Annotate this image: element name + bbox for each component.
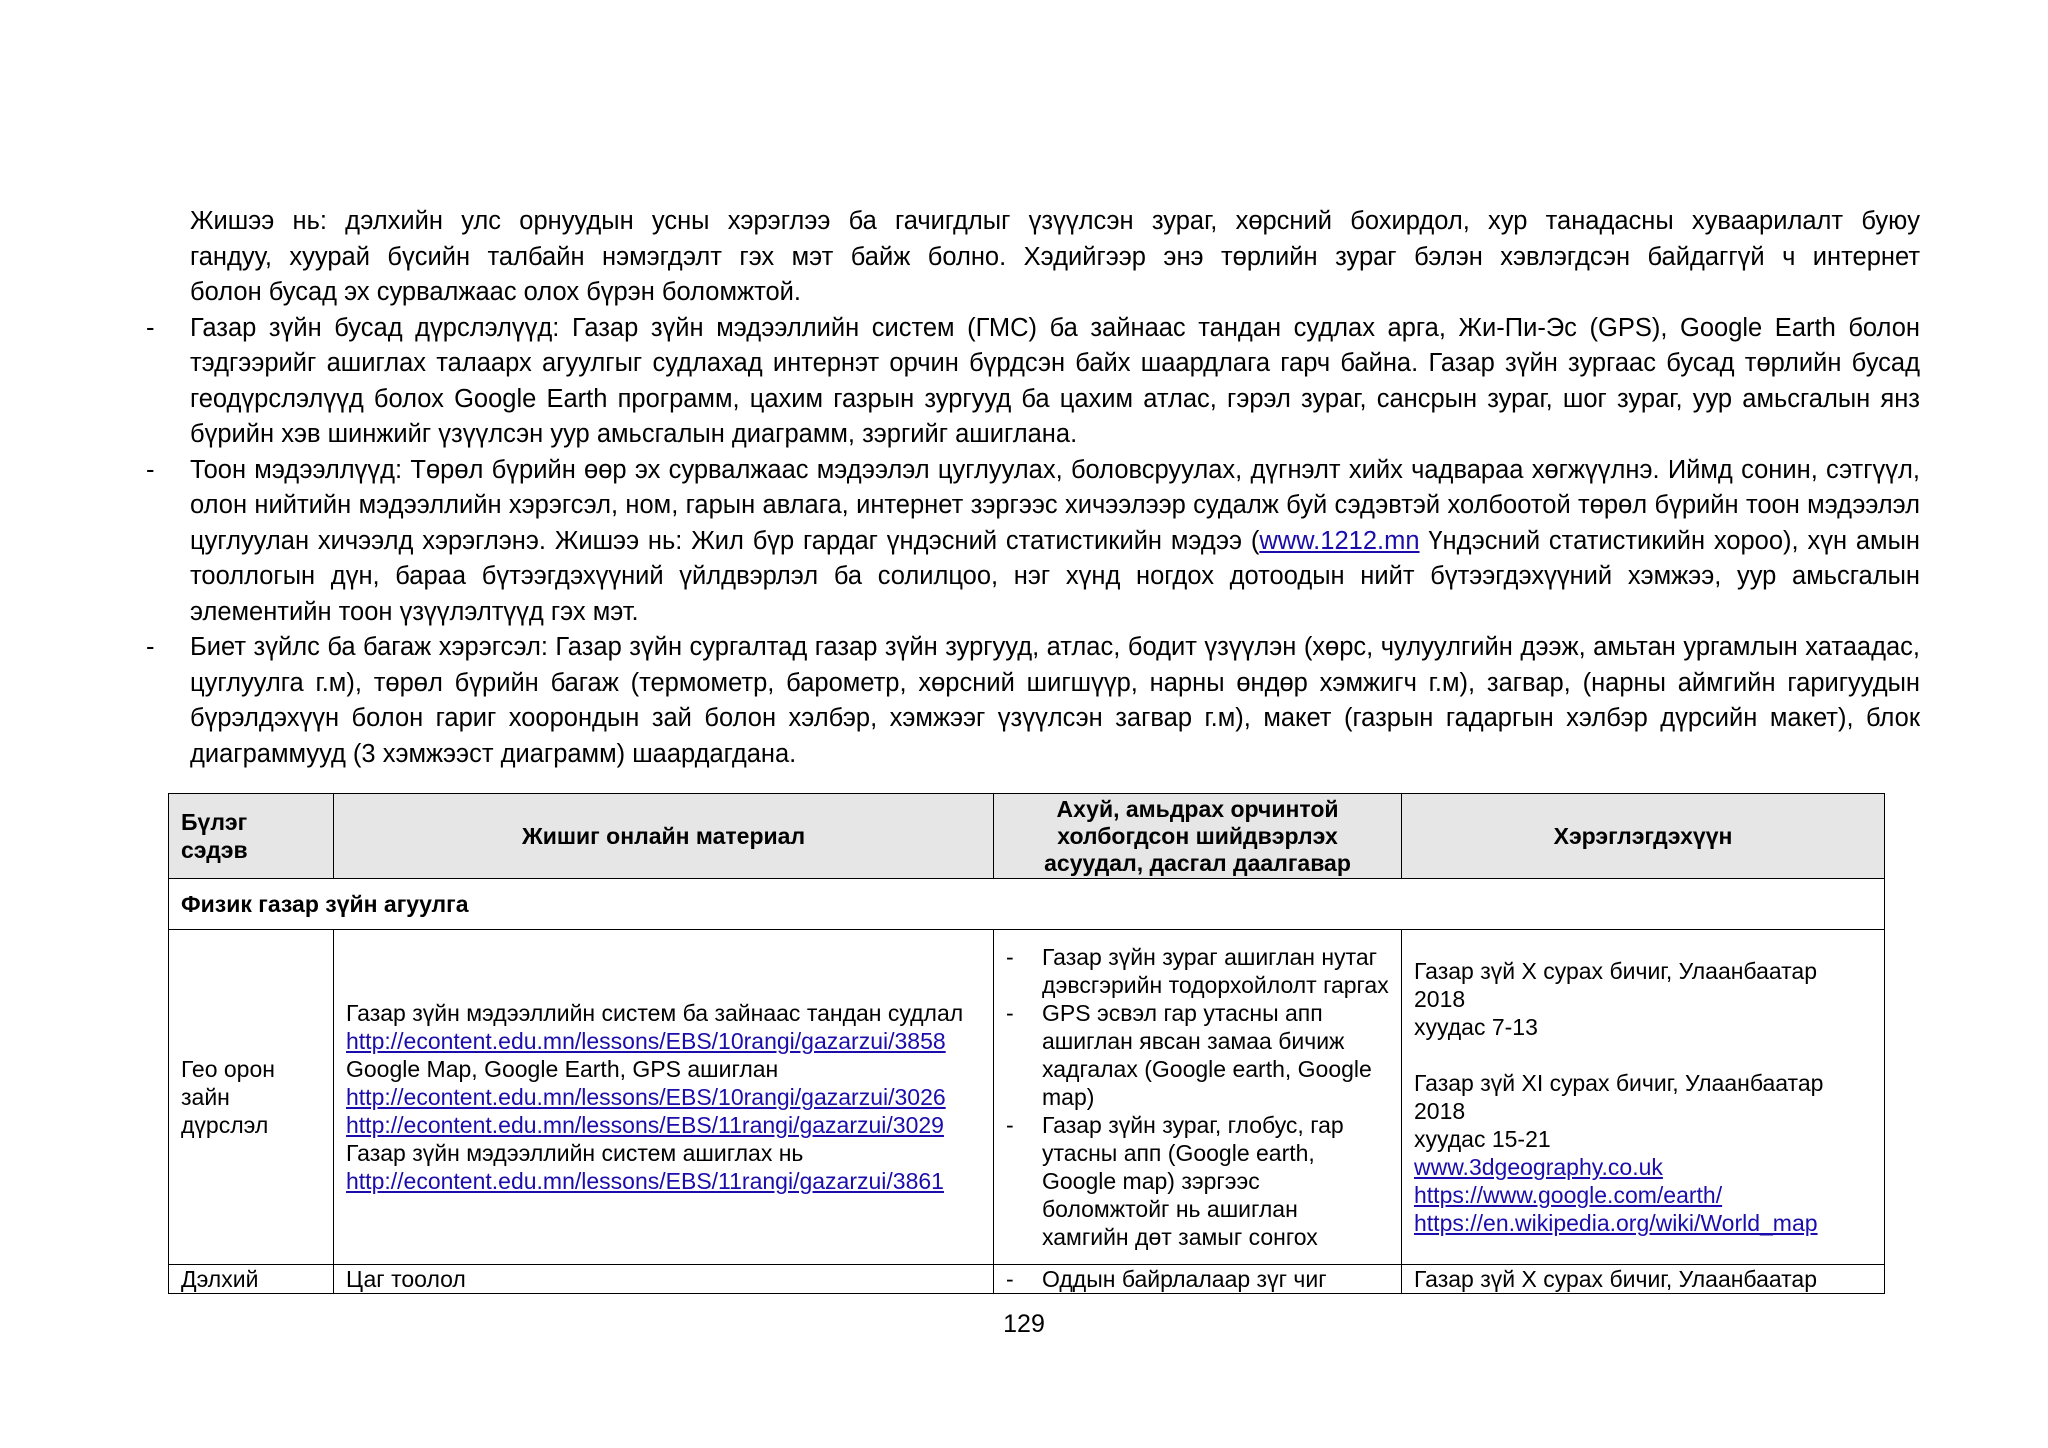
bullet-physical-items	[140, 630, 1920, 772]
paragraph-line: болон бусад эх сурвалжаас олох бүрэн боломжтой.	[190, 278, 801, 306]
task-dash: -	[1006, 944, 1014, 970]
task-item	[1006, 943, 1389, 999]
paragraph-line: Жишээ нь: дэлхийн улс орнуудын усны хэрэглээ ба гачигдлыг үзүүлсэн зураг, хөрсний бохирдол, хур танадасны хуваарилалт буюу	[190, 207, 1920, 235]
bullet-dash: -	[146, 455, 155, 484]
topic-line: Гео орон	[181, 1056, 275, 1082]
bullet-text-after-link: Үндэсний статистикийн хороо), хүн амын тооллогын дүн, бараа бүтээгдэхүүний үйлдвэрлэл ба солилцоо, нэг хүнд ногдох дотоодын нийт бүтээгдэхүүний хэмжээ, уур амьсгалын элементийн тоон үзүүлэлтүүд гэх мэт.	[190, 526, 1920, 626]
row-topic: Дэлхий	[169, 1265, 334, 1294]
row-tasks	[994, 1265, 1402, 1294]
material-link[interactable]: http://econtent.edu.mn/lessons/EBS/10rangi/gazarzui/3858	[346, 1028, 946, 1054]
resource-text: хуудас 15-21	[1414, 1126, 1551, 1152]
bullet-text: Биет зүйлс ба багаж хэрэгсэл: Газар зүйн сургалтад газар зүйн зургууд, атлас, бодит үзүүлэн (хөрс, чулуулгийн дээж, амьтан ургамлын хатаадас, цуглуулга г.м), төрөл бүрийн багаж (термометр, барометр, хөрсний шигшүүр, нарны өндөр хэмжигч г.м), загвар, (нарны аймгийн гаригуудын бүрэлдэхүүн болон гариг хоорондын зай болон хэлбэр, хэмжээг үзүүлсэн загвар г.м), макет (газрын гадаргын хэлбэр дүрсийн макет), блок диаграммууд (3 хэмжээст диаграмм) шаардагдана.	[190, 633, 1920, 768]
table-row	[169, 930, 1885, 1265]
task-dash: -	[1006, 1000, 1014, 1026]
material-link[interactable]: http://econtent.edu.mn/lessons/EBS/11rangi/gazarzui/3861	[346, 1168, 944, 1194]
table-header-row	[169, 794, 1885, 879]
section-title: Физик газар зүйн агуулга	[169, 879, 1885, 930]
task-text: Оддын байрлалаар зүг чиг	[1042, 1266, 1327, 1292]
task-item	[1006, 1265, 1389, 1293]
material-text: Google Map, Google Earth, GPS ашиглан	[346, 1056, 779, 1082]
row-online-material	[334, 930, 994, 1265]
task-dash: -	[1006, 1266, 1014, 1292]
bullet-geo-representations	[140, 311, 1920, 453]
page-number: 129	[1003, 1310, 1045, 1338]
resource-link[interactable]: https://www.google.com/earth/	[1414, 1182, 1723, 1208]
header-resources: Хэрэглэгдэхүүн	[1402, 794, 1885, 879]
bullet-dash: -	[146, 313, 155, 342]
resource-link[interactable]: www.3dgeography.co.uk	[1414, 1154, 1663, 1180]
resource-link[interactable]: https://en.wikipedia.org/wiki/World_map	[1414, 1210, 1818, 1236]
example-paragraph	[140, 204, 1920, 311]
bullet-dash: -	[146, 633, 155, 661]
resource-spacer	[1414, 1041, 1872, 1069]
task-dash: -	[1006, 1112, 1014, 1138]
topic-line: дүрслэл	[181, 1112, 269, 1138]
row-resources	[1402, 930, 1885, 1265]
header-topic	[169, 794, 334, 879]
row-topic	[169, 930, 334, 1265]
task-list	[1006, 943, 1389, 1251]
header-tasks-line: асуудал, дасгал даалгавар	[1044, 849, 1351, 876]
header-topic-line: сэдэв	[181, 837, 248, 863]
header-tasks	[994, 794, 1402, 879]
link-1212[interactable]: www.1212.mn	[1259, 526, 1420, 555]
row-online-material: Цаг тоолол	[334, 1265, 994, 1294]
table-row	[169, 1265, 1885, 1294]
bullet-text-before-link: Тоон мэдээллүүд: Төрөл бүрийн өөр эх сурвалжаас мэдээлэл цуглуулах, боловсруулах, дүгнэлт хийх чадвараа хөгжүүлнэ. Иймд сонин, сэтгүүл, олон нийтийн мэдээллийн хэрэгсэл, ном, гарын авлага, интернет зэргээс хичээлээр судалж буй сэдэвтэй холбоотой төрөл бүрийн тоон мэдээлэл цуглуулан хичээлд хэрэглэнэ. Жишээ нь: Жил бүр гардаг үндэсний статистикийн мэдээ (	[190, 455, 1920, 555]
task-item	[1006, 1111, 1389, 1251]
resource-text: Газар зүй X сурах бичиг, Улаанбаатар 2018	[1414, 958, 1818, 1012]
bullet-numeric-data	[140, 453, 1920, 631]
task-text: Газар зүйн зураг ашиглан нутаг дэвсгэрийн тодорхойлолт гаргах	[1042, 944, 1389, 998]
header-tasks-line: Ахуй, амьдрах орчинтой	[1056, 795, 1339, 822]
material-text: Газар зүйн мэдээллийн систем ба зайнаас тандан судлал	[346, 1000, 964, 1026]
resource-text: хуудас 7-13	[1414, 1014, 1538, 1040]
row-resources: Газар зүй X сурах бичиг, Улаанбаатар	[1402, 1265, 1885, 1294]
resource-text: Газар зүй XI сурах бичиг, Улаанбаатар 2018	[1414, 1070, 1824, 1124]
row-tasks	[994, 930, 1402, 1265]
material-link[interactable]: http://econtent.edu.mn/lessons/EBS/11rangi/gazarzui/3029	[346, 1112, 944, 1138]
material-link[interactable]: http://econtent.edu.mn/lessons/EBS/10rangi/gazarzui/3026	[346, 1084, 946, 1110]
header-online-material: Жишиг онлайн материал	[334, 794, 994, 879]
body-text	[140, 204, 1920, 772]
header-topic-line: Бүлэг	[181, 809, 248, 835]
task-list	[1006, 1265, 1389, 1293]
task-item	[1006, 999, 1389, 1111]
curriculum-table	[168, 793, 1885, 1294]
task-text: Газар зүйн зураг, глобус, гар утасны апп (Google earth, Google map) зэргээс боломжтойг нь ашиглан хамгийн дөт замыг сонгох	[1042, 1112, 1344, 1250]
task-text: GPS эсвэл гар утасны апп ашиглан явсан замаа бичиж хадгалах (Google earth, Google map)	[1042, 1000, 1372, 1110]
bullet-text: Газар зүйн бусад дүрслэлүүд: Газар зүйн мэдээллийн систем (ГМС) ба зайнаас тандан судлах арга, Жи-Пи-Эс (GPS), Google Earth болон тэдгээрийг ашиглах талаарх агуулгыг судлахад интернэт орчин бүрдсэн байх шаардлага гарч байна. Газар зүйн зургаас бусад төрлийн бусад геодүрслэлүүд болох Google Earth программ, цахим газрын зургууд ба цахим атлас, гэрэл зураг, сансрын зураг, шог зураг, уур амьсгалын янз бүрийн хэв шинжийг үзүүлсэн уур амьсгалын диаграмм, зэргийг ашиглана.	[190, 313, 1920, 448]
material-text: Газар зүйн мэдээллийн систем ашиглах нь	[346, 1140, 804, 1166]
header-tasks-line: холбогдсон шийдвэрлэх	[1057, 822, 1338, 849]
paragraph-line: гандуу, хуурай бүсийн талбайн нэмэгдэлт гэх мэт байж болно. Хэдийгээр энэ төрлийн зураг бэлэн хэвлэгдсэн байдаггүй ч интернет	[190, 242, 1920, 271]
table-section-row	[169, 879, 1885, 930]
topic-line: зайн	[181, 1084, 230, 1110]
